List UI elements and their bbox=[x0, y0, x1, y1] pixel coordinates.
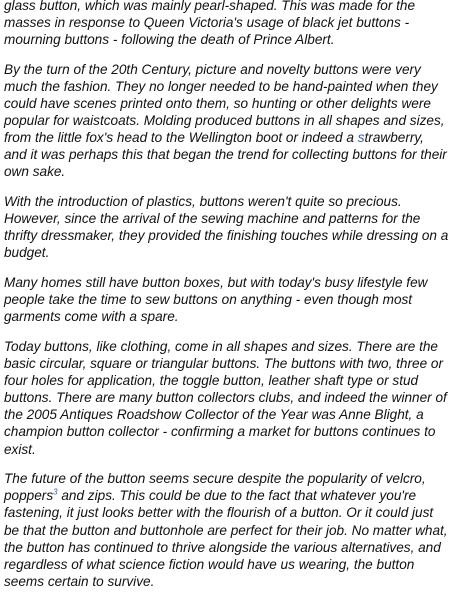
paragraph-plastics bbox=[4, 193, 450, 261]
paragraph-text: With the introduction of plastics, buttons weren't quite so precious. However, since the arrival of the sewing machine and patterns for the thrifty dressmaker, they provided the finishing touches while dressing on a budget. bbox=[4, 194, 449, 261]
paragraph-novelty-buttons bbox=[4, 61, 450, 181]
paragraph-button-boxes bbox=[4, 274, 450, 325]
paragraph-future-of-button bbox=[4, 470, 450, 590]
paragraph-text: By the turn of the 20th Century, picture and novelty buttons were very much the fashion. They no longer needed to be hand-painted when they could have scenes printed onto them, so hunting or other delights were popular for waistcoats. Molding produced buttons in all shapes and sizes, from the little fox's head to the Wellington boot or indeed a bbox=[4, 61, 445, 146]
highlighted-letter: s bbox=[357, 130, 365, 146]
paragraph-text: Many homes still have button boxes, but with today's busy lifestyle few people take the time to sew buttons on anything - even though most garments come with a spare. bbox=[4, 275, 428, 325]
paragraph-text: and zips. This could be due to the fact that whatever you're fastening, it just looks better with the flourish of a button. Or it could just be that the button and buttonhole are perfect for their job. No matter what, the button has continued to thrive alongside the various alternatives, and regardless of what science fiction would have us wearing, the button seems certain to survive. bbox=[4, 488, 448, 589]
paragraph-shapes-and-sizes bbox=[4, 338, 450, 458]
paragraph-text: Today buttons, like clothing, come in all shapes and sizes. There are the basic circular, square or triangular buttons. The buttons with two, three or four holes for application, the toggle button, leather shaft type or stud buttons. There are many button collectors clubs, and indeed the winner of the 2005 Antiques Roadshow Collector of the Year was Anne Blight, a champion button collector - confirming a market for buttons continues to exist. bbox=[4, 338, 447, 457]
paragraph-text: The future of the button seems secure despite the popularity of velcro, poppers bbox=[4, 471, 426, 504]
footnote-reference-link[interactable]: 3 bbox=[53, 487, 58, 497]
paragraph-text: glass button, which was mainly pearl-shaped. This was made for the masses in response to Queen Victoria's usage of black jet buttons - mourning buttons - following the death of Prince Albert. bbox=[4, 0, 416, 48]
document-body bbox=[4, 0, 450, 602]
paragraph-pearl-buttons bbox=[4, 0, 450, 48]
paragraph-text: trawberry, and it was perhaps this that began the trend for collecting buttons for their own sake. bbox=[4, 130, 447, 180]
